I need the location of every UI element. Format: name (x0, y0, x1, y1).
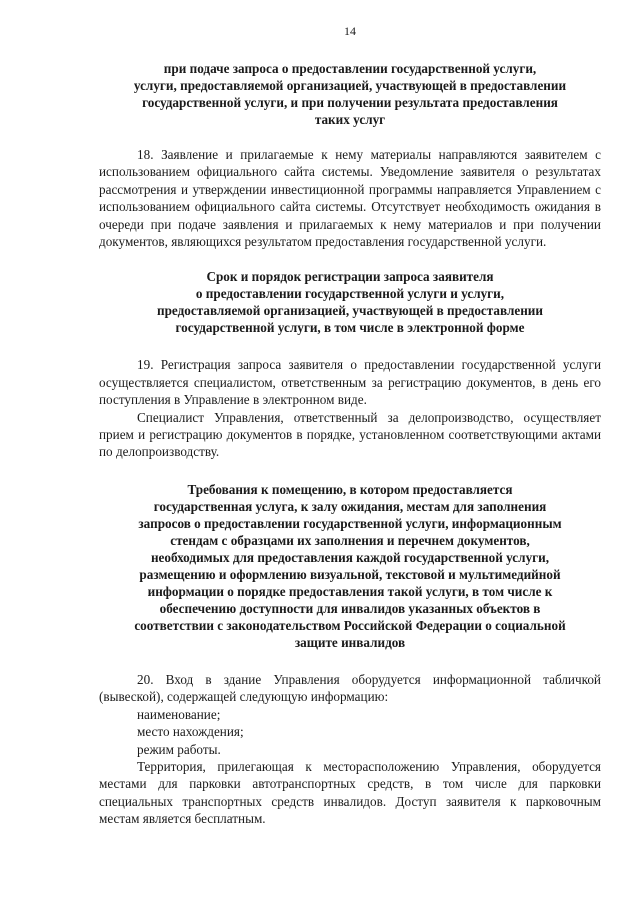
heading-line: предоставляемой организацией, участвующей в предоставлении (157, 303, 543, 319)
paragraph-19: 19. Регистрация запроса заявителя о предоставлении государственной услуги осуществляется специалистом, ответственным за регистрацию документов, в день его поступления в Управление в электронном виде. (99, 357, 601, 408)
paragraph-18: 18. Заявление и прилагаемые к нему материалы направляются заявителем с использованием официального сайта системы. Уведомление заявителя о результатах рассмотрения и утверждении инвестиционной программы направляется Управлением с использованием официального сайта системы. Отсутствует необходимость ожидания в очереди при подаче заявления и прилагаемых к нему материалов и при получении документов, являющихся результатом предоставления государственной услуги. (99, 147, 601, 250)
heading-line: Срок и порядок регистрации запроса заявителя (206, 269, 494, 285)
heading-line: государственной услуги, в том числе в электронной форме (175, 320, 525, 336)
heading-line: Требования к помещению, в котором предоставляется (187, 481, 513, 497)
heading-line: защите инвалидов (294, 634, 406, 650)
section-heading-submission (99, 60, 601, 128)
heading-line: размещению и оформлению визуальной, текстовой и мультимедийной (139, 566, 561, 582)
list-item: наименование; (137, 706, 221, 722)
list-item: место нахождения; (137, 724, 244, 740)
paragraph-20: 20. Вход в здание Управления оборудуется информационной табличкой (вывеской), содержащей следующую информацию: (99, 671, 601, 705)
heading-line: необходимых для предоставления каждой государственной услуги, (150, 549, 550, 565)
heading-line: услуги, предоставляемой организацией, участвующей в предоставлении (133, 78, 567, 93)
heading-line: соответствии с законодательством Российской Федерации о социальной (134, 617, 566, 633)
page-number: 14 (344, 24, 356, 38)
heading-line: государственной услуги, и при получении результата предоставления (142, 95, 558, 110)
heading-line: государственная услуга, к залу ожидания, местам для заполнения (153, 498, 547, 514)
heading-line: при подаче запроса о предоставлении государственной услуги, (163, 61, 537, 76)
paragraph-19-continuation: Специалист Управления, ответственный за делопроизводство, осуществляет прием и регистрацию документов в порядке, установленном соответствующими актами по делопроизводству. (99, 409, 601, 460)
heading-line: запросов о предоставлении государственной услуги, информационным (138, 515, 562, 531)
heading-line: обеспечению доступности для инвалидов указанных объектов в (159, 600, 541, 616)
section-heading-premises (99, 481, 601, 651)
heading-line: стендам с образцами их заполнения и перечнем документов, (170, 532, 530, 548)
heading-line: о предоставлении государственной услуги и услуги, (195, 286, 505, 302)
list-item: режим работы. (137, 741, 221, 757)
heading-line: таких услуг (314, 112, 386, 127)
heading-line: информации о порядке предоставления такой услуги, в том числе к (147, 583, 553, 599)
section-heading-registration (99, 268, 601, 336)
paragraph-20-parking: Территория, прилегающая к месторасположению Управления, оборудуется местами для парковки автотранспортных средств, в том числе для парковки специальных транспортных средств инвалидов. Доступ заявителя к парковочным местам является бесплатным. (99, 758, 601, 827)
